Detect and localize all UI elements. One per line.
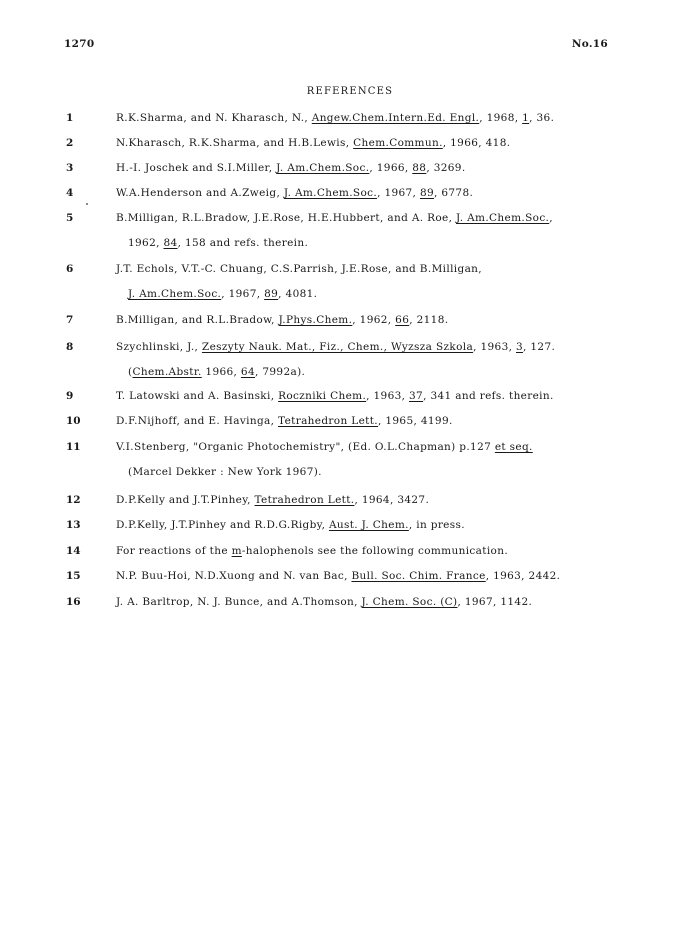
reference-number: 1 [66,112,74,124]
issue-number: No.16 [571,38,608,50]
citation-text: N.P. Buu-Hoi, N.D.Xuong and N. van Bac, [116,570,352,582]
citation-text: D.F.Nijhoff, and E. Havinga, [116,415,279,427]
reference-text [116,494,429,506]
citation-underlined: 84 [163,237,178,249]
citation-text: , 1966, [369,162,413,174]
reference-text [116,596,532,608]
citation-underlined: Bull. Soc. Chim. France [351,570,486,582]
citation-underlined: 88 [412,162,427,174]
citation-text: , 1967, 1142. [457,596,533,608]
citation-underlined: Chem.Abstr. [132,366,202,378]
citation-text: , 1963, [473,341,516,353]
citation-text: H.-I. Joschek and S.I.Miller, [116,162,277,174]
citation-text: , in press. [408,519,465,531]
citation-text: V.I.Stenberg, "Organic Photochemistry", (Ed. O.L.Chapman) p.127 [116,441,495,453]
reference-number: 5 [66,212,74,224]
citation-text: , 7992a). [254,366,306,378]
citation-text: ( [128,366,133,378]
citation-text: , 1967, [377,187,420,199]
reference-number: 16 [66,596,81,608]
citation-text: , [549,212,553,224]
citation-underlined: m [231,545,242,557]
citation-text: , 1964, 3427. [354,494,430,506]
citation-underlined: 37 [409,390,424,402]
reference-number: 6 [66,263,74,275]
reference-number: 7 [66,314,74,326]
citation-text: (Marcel Dekker : New York 1967). [128,466,322,478]
citation-underlined: J. Am.Chem.Soc. [128,288,222,300]
references-heading: REFERENCES [306,86,394,97]
reference-text [116,570,560,582]
citation-underlined: J.Phys.Chem. [278,314,353,326]
citation-text: , 3269. [426,162,466,174]
reference-number: 4 [66,187,74,199]
citation-text: , 1968, [479,112,523,124]
citation-underlined: 64 [240,366,255,378]
citation-text: For reactions of the [116,545,232,557]
citation-underlined: 3 [515,341,524,353]
reference-text [116,415,453,427]
citation-text: , 1965, 4199. [377,415,453,427]
citation-text: , 1963, [366,390,410,402]
citation-text: T. Latowski and A. Basinski, [116,390,279,402]
reference-text [116,314,448,326]
citation-text: J. A. Barltrop, N. J. Bunce, and A.Thomson, [116,596,362,608]
citation-text: , 1967, [221,288,265,300]
reference-text [116,390,554,402]
citation-text: , 36. [529,112,555,124]
citation-underlined: Angew.Chem.Intern.Ed. Engl. [311,112,480,124]
citation-underlined: Tetrahedron Lett. [254,494,355,506]
citation-text: Szychlinski, J., [116,341,202,353]
reference-number: 12 [66,494,81,506]
stray-mark [86,203,88,205]
citation-underlined: J. Am.Chem.Soc. [283,187,378,199]
citation-underlined: J. Am.Chem.Soc. [276,162,370,174]
citation-underlined: et seq. [494,441,533,453]
citation-text: , 4081. [278,288,318,300]
page-number: 1270 [64,38,95,50]
citation-underlined: J. Chem. Soc. (C) [361,596,458,608]
citation-underlined: Roczniki Chem. [278,390,367,402]
citation-underlined: Chem.Commun. [353,137,443,149]
citation-text: , 158 and refs. therein. [177,237,309,249]
citation-text: W.A.Henderson and A.Zweig, [116,187,284,199]
reference-text [116,263,482,275]
citation-underlined: Tetrahedron Lett. [278,415,378,427]
citation-text: 1962, [128,237,164,249]
citation-text: , 341 and refs. therein. [423,390,554,402]
reference-text [128,288,317,300]
reference-number: 15 [66,570,81,582]
reference-text [116,519,465,531]
citation-text: D.P.Kelly, J.T.Pinhey and R.D.G.Rigby, [116,519,329,531]
citation-underlined: 1 [522,112,530,124]
citation-text: , 6778. [434,187,474,199]
reference-number: 3 [66,162,74,174]
citation-text: J.T. Echols, V.T.-C. Chuang, C.S.Parrish, J.E.Rose, and B.Milligan, [116,263,482,275]
citation-underlined: Zeszyty Nauk. Mat., Fiz., Chem., Wyzsza Szkola [201,341,474,353]
citation-underlined: Aust. J. Chem. [328,519,409,531]
reference-text [116,212,553,224]
citation-text: , 2118. [409,314,449,326]
reference-text [128,366,305,378]
reference-text [116,137,510,149]
reference-number: 10 [66,415,81,427]
citation-text: , 1963, 2442. [485,570,561,582]
citation-text: 1966, [201,366,241,378]
citation-text: R.K.Sharma, and N. Kharasch, N., [116,112,312,124]
citation-underlined: J. Am.Chem.Soc. [456,212,550,224]
reference-text [128,237,308,249]
citation-text: , 1966, 418. [442,137,511,149]
reference-text [116,162,466,174]
reference-text [116,341,555,353]
citation-text: , 1962, [352,314,396,326]
citation-text: B.Milligan, R.L.Bradow, J.E.Rose, H.E.Hubbert, and A. Roe, [116,212,456,224]
citation-underlined: 89 [419,187,434,199]
reference-text [128,466,322,478]
citation-underlined: 89 [264,288,279,300]
reference-number: 9 [66,390,74,402]
reference-text [116,545,508,557]
citation-text: -halophenols see the following communication. [241,545,509,557]
reference-text [116,187,473,199]
citation-text: B.Milligan, and R.L.Bradow, [116,314,279,326]
reference-number: 14 [66,545,81,557]
citation-text: , 127. [523,341,556,353]
reference-text [116,441,533,453]
citation-text: N.Kharasch, R.K.Sharma, and H.B.Lewis, [116,137,354,149]
reference-text [116,112,554,124]
reference-number: 2 [66,137,74,149]
citation-underlined: 66 [395,314,410,326]
reference-number: 8 [66,341,74,353]
reference-number: 13 [66,519,81,531]
citation-text: D.P.Kelly and J.T.Pinhey, [116,494,255,506]
reference-number: 11 [66,441,81,453]
